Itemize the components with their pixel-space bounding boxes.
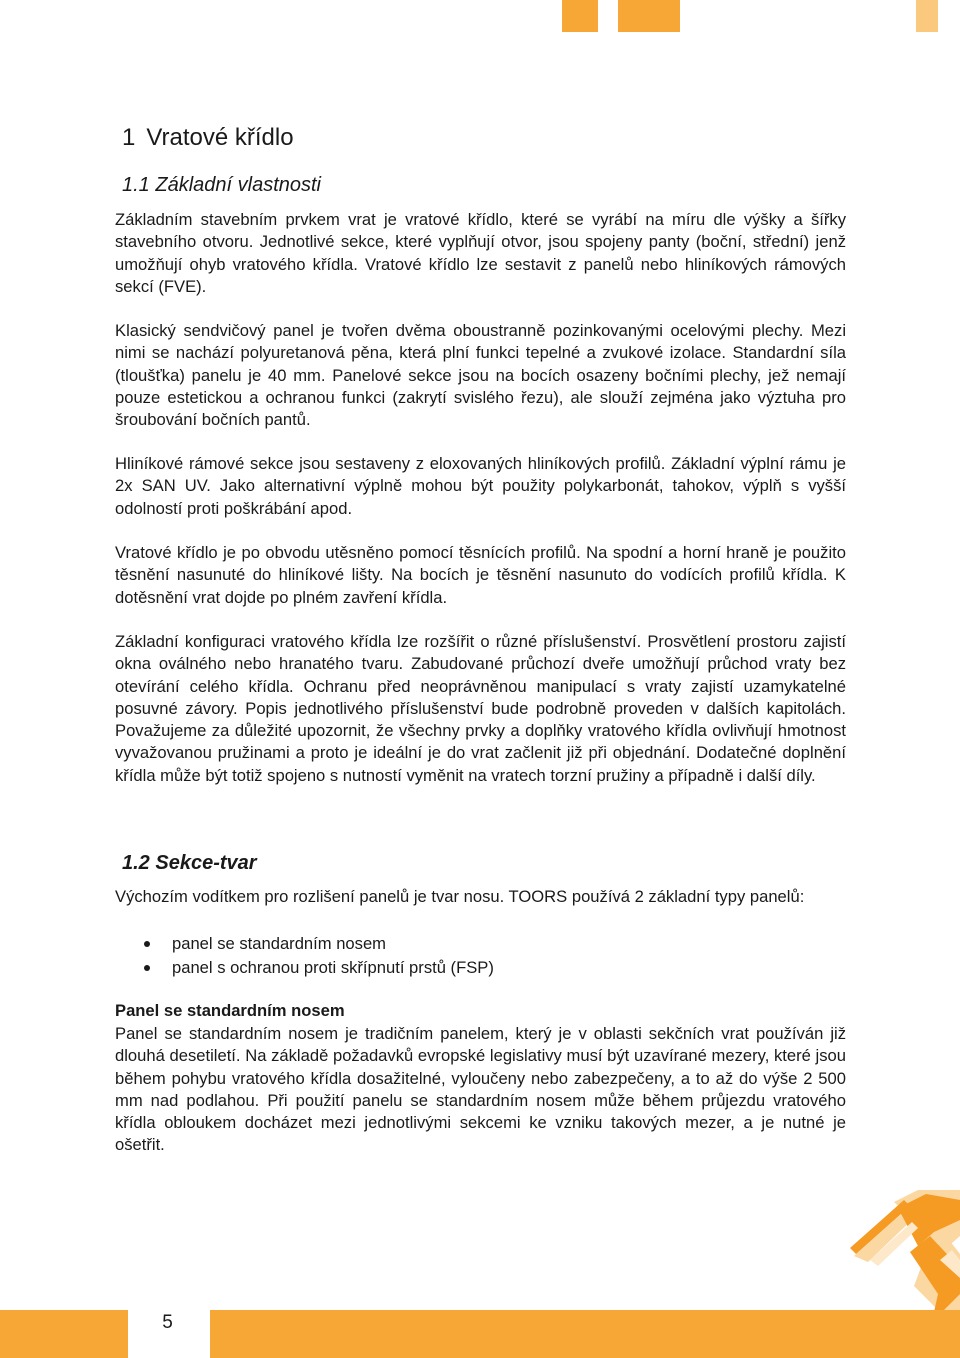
list-item-text: panel s ochranou proti skřípnutí prstů (FSP) <box>172 958 494 977</box>
page-number: 5 <box>162 1312 173 1333</box>
paragraph-5: Základní konfiguraci vratového křídla lze rozšířit o různé příslušenství. Prosvětlení prostoru zajistí okna oválného nebo hranatého tvaru. Zabudované průchozí dveře umožňují průchod vraty bez otevírání celého křídla. Ochranu před neoprávněnou manipulací s vraty zajistí uzamykatelné posuvné závory. Popis jednotlivého příslušenství bude podrobně proveden v dalších kapitolách. Považujeme za důležité upozornit, že všechny prvky a doplňky vratového křídla ovlivňují hmotnost vyvažovanou pružinami a proto je ideální je do vrat začlenit již při objednání. Dodatečné doplnění křídla může být totiž spojeno s nutností vyměnit na vratech torzní pružiny a případně i další díly. <box>115 632 846 785</box>
section-heading-1-2: 1.2 Sekce-tvar <box>122 852 257 874</box>
paragraph-2: Klasický sendvičový panel je tvořen dvěma oboustranně pozinkovanými ocelovými plechy. Mezi nimi se nachází polyuretanová pěna, která plní funkci tepelné a zvukové izolace. Standardní síla (tloušťka) panelu je 40 mm. Panelové sekce jsou na bocích osazeny bočními plechy, jež nemají pouze estetickou a ochranou funkci (zakrytí svislého řezu), ale slouží zejména jako výztuha pro šroubování bočních pantů. <box>115 321 846 430</box>
subheading: Panel se standardním nosem <box>115 1001 345 1020</box>
footer-bar-right <box>210 1310 960 1358</box>
section-heading-1-1: 1.1 Základní vlastnosti <box>122 174 321 196</box>
footer-bar-left <box>0 1310 128 1358</box>
decor-square-top-3 <box>916 0 938 32</box>
panel-type-list <box>115 932 494 980</box>
list-item-text: panel se standardním nosem <box>172 934 387 953</box>
paragraph-panel-standard: Panel se standardním nosem je tradičním panelem, který je v oblasti sekčních vrat používán již dlouhá desetiletí. Na základě požadavků evropské legislativy musí být uzavírané mezery, které jsou během pohybu vratového křídla dosažitelné, vyloučeny nebo zabezpečeny, a to až do výše 2 500 mm nad podlahou. Při použití panelu se standardním nosem může během průjezdu vratového křídla obloukem docházet mezi jednotlivými sekcemi ke vzniku takových mezer, a je nutné je ošetřit. <box>115 1024 846 1155</box>
paragraph-1: Základním stavebním prvkem vrat je vratové křídlo, které se vyrábí na míru dle výšky a šířky stavebního otvoru. Jednotlivé sekce, které vyplňují otvor, jsou spojeny panty (boční, střední) jenž umožňují ohyb vratového křídla. Vratové křídlo lze sestavit z panelů nebo hliníkových rámových sekcí (FVE). <box>115 210 846 296</box>
list-item <box>115 932 494 956</box>
paragraph-3: Hliníkové rámové sekce jsou sestaveny z eloxovaných hliníkových profilů. Základní výplní rámu je 2x SAN UV. Jako alternativní výplně mohou být použity polykarbonát, tahokov, výplň s vyšší odolností proti poškrábání apod. <box>115 454 846 518</box>
decor-square-top-2 <box>618 0 680 32</box>
bullet-icon <box>144 941 150 947</box>
chapter-number: 1 <box>122 124 136 151</box>
paragraph-4: Vratové křídlo je po obvodu utěsněno pomocí těsnících profilů. Na spodní a horní hraně je použito těsnění nasunuté do hliníkové lišty. Na bocích je těsnění nasunuto do vodících profilů křídla. K dotěsnění vrat dojde po plném zavření křídla. <box>115 543 846 607</box>
section-intro: Výchozím vodítkem pro rozlišení panelů je tvar nosu. TOORS používá 2 základní typy panelů: <box>115 887 805 906</box>
chapter-title: Vratové křídlo <box>146 124 294 151</box>
bullet-icon <box>144 965 150 971</box>
decor-square-top-1 <box>562 0 598 32</box>
hammer-logo-icon <box>848 1190 960 1312</box>
list-item <box>115 956 494 980</box>
chapter-heading <box>122 124 294 152</box>
